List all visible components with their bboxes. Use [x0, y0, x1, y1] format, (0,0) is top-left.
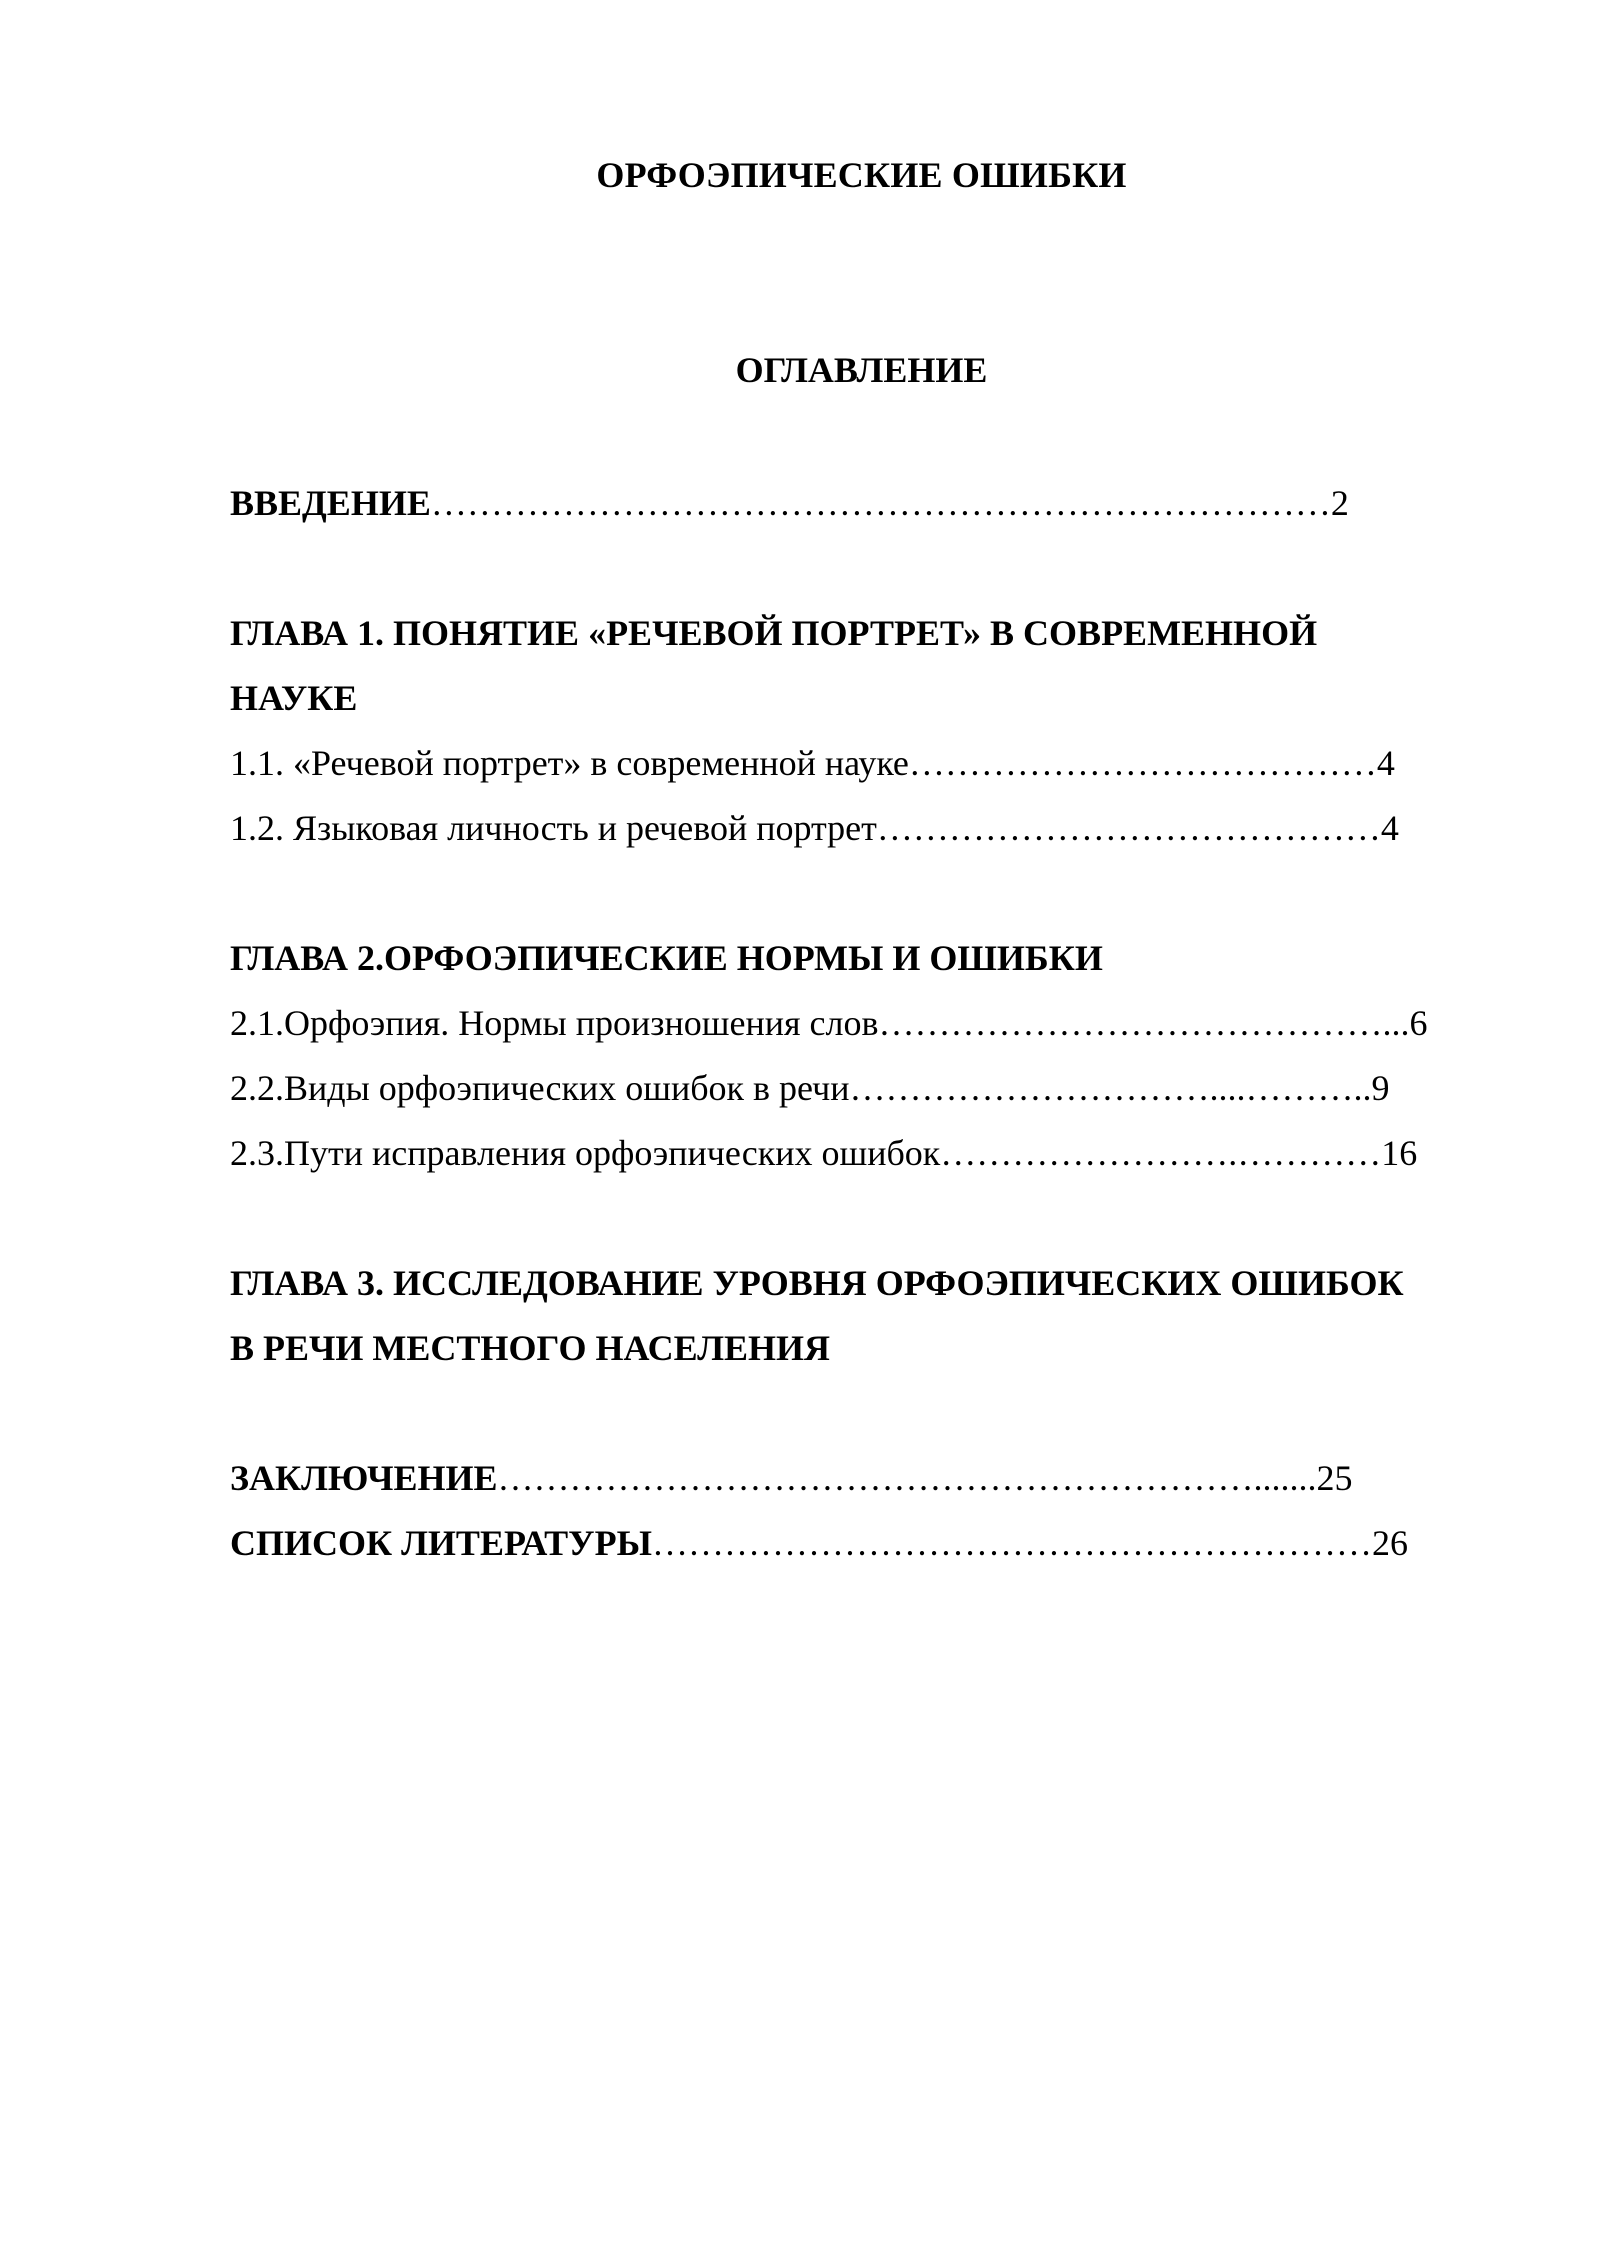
toc-heading: ОГЛАВЛЕНИЕ [735, 350, 988, 390]
toc-entry-1-1[interactable] [230, 738, 1395, 788]
toc-entry-label: 2.1.Орфоэпия. Нормы произношения слов [230, 1003, 879, 1043]
toc-page-number: 4 [1380, 808, 1399, 848]
toc-leader: ………………………………………………………………… [430, 483, 1331, 523]
toc-entry-label: ВВЕДЕНИЕ [230, 483, 431, 523]
toc-entry-2-3[interactable] [230, 1128, 1417, 1178]
toc-chapter3-title-line2[interactable]: В РЕЧИ МЕСТНОГО НАСЕЛЕНИЯ [230, 1328, 831, 1368]
toc-page-number: 26 [1371, 1523, 1408, 1563]
toc-chapter2-title[interactable]: ГЛАВА 2.ОРФОЭПИЧЕСКИЕ НОРМЫ И ОШИБКИ [230, 938, 1103, 978]
toc-entry-conclusion[interactable] [230, 1453, 1353, 1503]
toc-entry-label: ЗАКЛЮЧЕНИЕ [230, 1458, 498, 1498]
toc-leader: ……………………………………... [878, 1003, 1410, 1043]
toc-entry-label: СПИСОК ЛИТЕРАТУРЫ [230, 1523, 652, 1563]
toc-page-number: 16 [1381, 1133, 1418, 1173]
toc-leader: …………………….………… [940, 1133, 1382, 1173]
toc-page-number: 25 [1316, 1458, 1353, 1498]
toc-chapter3-title-line1[interactable]: ГЛАВА 3. ИССЛЕДОВАНИЕ УРОВНЯ ОРФОЭПИЧЕСКИХ ОШИБОК [230, 1263, 1404, 1303]
toc-leader: …………………………………… [876, 808, 1381, 848]
toc-entry-1-2[interactable] [230, 803, 1399, 853]
toc-page-number: 9 [1371, 1068, 1390, 1108]
toc-page-number: 2 [1330, 483, 1349, 523]
toc-leader: ………………………………………………………....... [497, 1458, 1317, 1498]
toc-entry-label: 1.1. «Речевой портрет» в современной науке [230, 743, 909, 783]
toc-entry-intro[interactable] [230, 478, 1349, 528]
toc-chapter1-title-line1[interactable]: ГЛАВА 1. ПОНЯТИЕ «РЕЧЕВОЙ ПОРТРЕТ» В СОВРЕМЕННОЙ [230, 613, 1318, 653]
toc-page-number: 4 [1376, 743, 1395, 783]
document-title: ОРФОЭПИЧЕСКИЕ ОШИБКИ [596, 155, 1127, 195]
toc-entry-references[interactable] [230, 1518, 1408, 1568]
toc-leader: …………………………....……….. [849, 1068, 1372, 1108]
toc-entry-label: 1.2. Языковая личность и речевой портрет [230, 808, 877, 848]
toc-entry-2-2[interactable] [230, 1063, 1390, 1113]
toc-page-number: 6 [1409, 1003, 1428, 1043]
toc-entry-label: 2.2.Виды орфоэпических ошибок в речи [230, 1068, 850, 1108]
toc-chapter1-title-line2[interactable]: НАУКЕ [230, 678, 358, 718]
toc-leader: ………………………………… [908, 743, 1377, 783]
toc-entry-2-1[interactable] [230, 998, 1427, 1048]
toc-leader: …………………………………………………… [651, 1523, 1372, 1563]
toc-entry-label: 2.3.Пути исправления орфоэпических ошибок [230, 1133, 941, 1173]
